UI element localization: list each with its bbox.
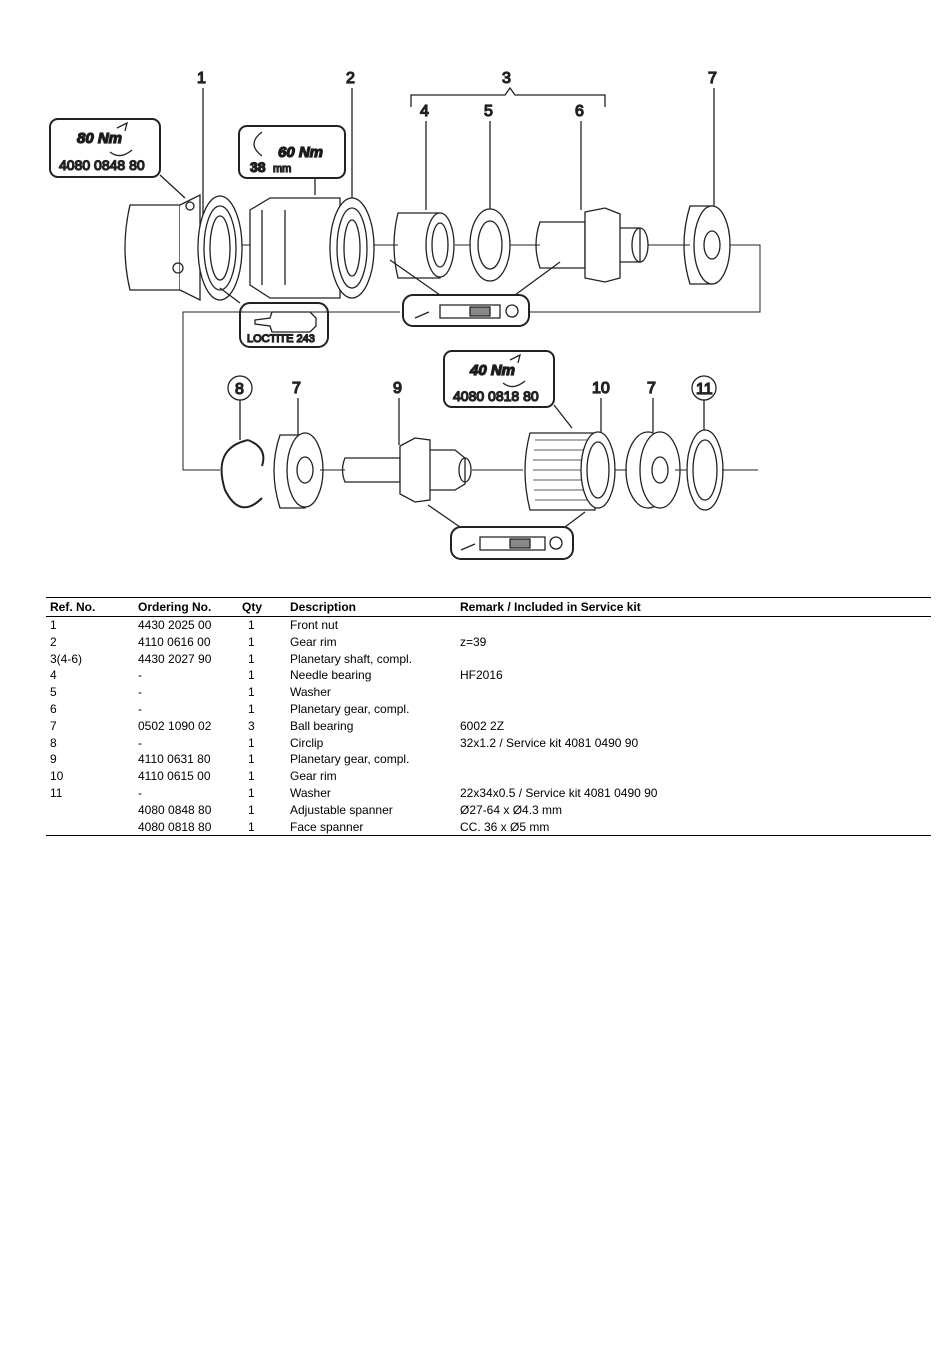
- part-label-5: 5: [484, 103, 493, 120]
- table-row: [46, 802, 931, 819]
- torque-40nm-label: 40 Nm: [470, 362, 516, 379]
- cell-description: Washer: [290, 785, 331, 800]
- cell-qty: 1: [248, 618, 255, 632]
- part-label-7c: 7: [647, 380, 656, 397]
- cell-qty: 1: [248, 651, 255, 666]
- header-description: Description: [286, 598, 456, 617]
- table-row: [46, 617, 931, 634]
- cell-ref-no: 2: [50, 634, 57, 649]
- cell-ordering-no: 4110 0631 80: [138, 752, 211, 767]
- loctite-tube-icon: [255, 312, 316, 332]
- cell-ref-no: 4: [50, 668, 57, 683]
- cell-ref-no: 9: [50, 752, 57, 767]
- cell-ordering-no: 4080 0818 80: [134, 819, 238, 836]
- cell-description: Planetary gear, compl.: [290, 701, 410, 716]
- table-header-row: [46, 598, 931, 617]
- part-label-11: 11: [696, 381, 713, 398]
- torque-60nm-label: 60 Nm: [278, 144, 324, 161]
- cell-description: Front nut: [290, 618, 339, 632]
- wrench-icon: [254, 132, 262, 156]
- cell-description: Planetary gear, compl.: [290, 752, 410, 767]
- part-label-4: 4: [420, 103, 429, 120]
- cell-qty: 1: [248, 685, 255, 700]
- table-row: [46, 701, 931, 718]
- part-label-6: 6: [575, 103, 584, 120]
- cell-description: Planetary shaft, compl.: [290, 651, 413, 666]
- cell-remark: [456, 751, 931, 768]
- cell-ordering-no: 4080 0848 80: [138, 802, 212, 817]
- cell-description: Gear rim: [290, 769, 337, 784]
- cell-ref-no: [46, 802, 134, 819]
- cell-remark: 32x1.2 / Service kit 4081 0490 90: [460, 735, 639, 750]
- part-label-9: 9: [393, 380, 402, 397]
- header-ref-no: Ref. No.: [46, 598, 134, 617]
- cell-qty: 1: [248, 701, 255, 716]
- header-remark: Remark / Included in Service kit: [456, 598, 931, 617]
- cell-remark: CC. 36 x Ø5 mm: [456, 819, 931, 836]
- table-row: [46, 751, 931, 768]
- cell-ref-no: 5: [50, 685, 57, 700]
- cell-remark: [456, 684, 931, 701]
- header-ordering-no: Ordering No.: [134, 598, 238, 617]
- cell-ref-no: 6: [50, 701, 57, 716]
- torque-80nm-label: 80 Nm: [77, 130, 123, 147]
- cell-remark: [456, 768, 931, 785]
- cell-remark: HF2016: [460, 668, 503, 683]
- cell-ref-no: 1: [50, 618, 57, 632]
- cell-description: Circlip: [290, 735, 324, 750]
- table-row: [46, 684, 931, 701]
- cell-description: Ball bearing: [290, 718, 354, 733]
- cell-qty: 1: [248, 769, 255, 784]
- cell-qty: 1: [248, 802, 255, 817]
- cell-ref-no: 3(4-6): [50, 651, 83, 666]
- cell-qty: 1: [248, 752, 255, 767]
- cell-remark: [456, 701, 931, 718]
- table-row: [46, 651, 931, 668]
- cell-qty: 1: [238, 819, 286, 836]
- cell-qty: 3: [248, 718, 255, 733]
- cell-ordering-no: 4430 2025 00: [138, 618, 212, 632]
- cell-remark: 22x34x0.5 / Service kit 4081 0490 90: [460, 785, 658, 800]
- cell-ordering-no: 4430 2027 90: [138, 651, 212, 666]
- loctite-label: LOCTITE 243: [247, 333, 315, 345]
- cell-ordering-no: -: [138, 701, 142, 716]
- header-qty: Qty: [238, 598, 286, 617]
- cell-ordering-no: 4110 0615 00: [138, 769, 211, 784]
- cell-remark: 6002 2Z: [460, 718, 505, 733]
- table-row: [46, 785, 931, 802]
- part-label-1: 1: [197, 70, 206, 87]
- cell-qty: 1: [248, 785, 255, 800]
- table-row: [46, 634, 931, 651]
- cell-ordering-no: -: [138, 735, 142, 750]
- part-label-3: 3: [502, 70, 511, 87]
- cell-qty: 1: [248, 735, 255, 750]
- cell-description: Needle bearing: [290, 668, 372, 683]
- cell-ref-no: 8: [50, 735, 57, 750]
- cell-ordering-no: -: [138, 685, 142, 700]
- wrench-size-unit: mm: [273, 163, 292, 175]
- table-row: [46, 735, 931, 752]
- table-row: [46, 718, 931, 735]
- cell-ordering-no: 4110 0616 00: [138, 634, 211, 649]
- tool-number-label-1: 4080 0848 80: [59, 157, 145, 173]
- cell-description: Adjustable spanner: [290, 802, 393, 817]
- cell-remark: Ø27-64 x Ø4.3 mm: [460, 802, 563, 817]
- cell-description: Gear rim: [290, 634, 337, 649]
- tool-number-label-3: 4080 0818 80: [453, 388, 539, 404]
- cell-ordering-no: -: [138, 785, 142, 800]
- cell-remark: z=39: [460, 634, 487, 649]
- part-label-8: 8: [235, 381, 244, 398]
- cell-description: Face spanner: [286, 819, 456, 836]
- cell-ordering-no: -: [138, 668, 142, 683]
- cell-ordering-no: 0502 1090 02: [138, 718, 212, 733]
- cell-ref-no: 11: [50, 785, 63, 800]
- cell-ref-no: [46, 819, 134, 836]
- table-row: [46, 667, 931, 684]
- cell-description: Washer: [290, 685, 331, 700]
- part-label-7b: 7: [292, 380, 301, 397]
- cell-ref-no: 7: [50, 718, 57, 733]
- cell-qty: 1: [248, 668, 255, 683]
- parts-list-table: [46, 597, 931, 836]
- wrench-size-label: 38: [250, 159, 266, 175]
- part-label-10: 10: [592, 380, 610, 397]
- cell-ref-no: 10: [50, 769, 64, 784]
- cell-remark: [456, 651, 931, 668]
- table-row: [46, 768, 931, 785]
- part-label-2: 2: [346, 70, 355, 87]
- cell-remark: [456, 617, 931, 634]
- cell-qty: 1: [248, 634, 255, 649]
- exploded-parts-diagram: [0, 0, 950, 580]
- table-row: [46, 819, 931, 836]
- part-label-7a: 7: [708, 70, 717, 87]
